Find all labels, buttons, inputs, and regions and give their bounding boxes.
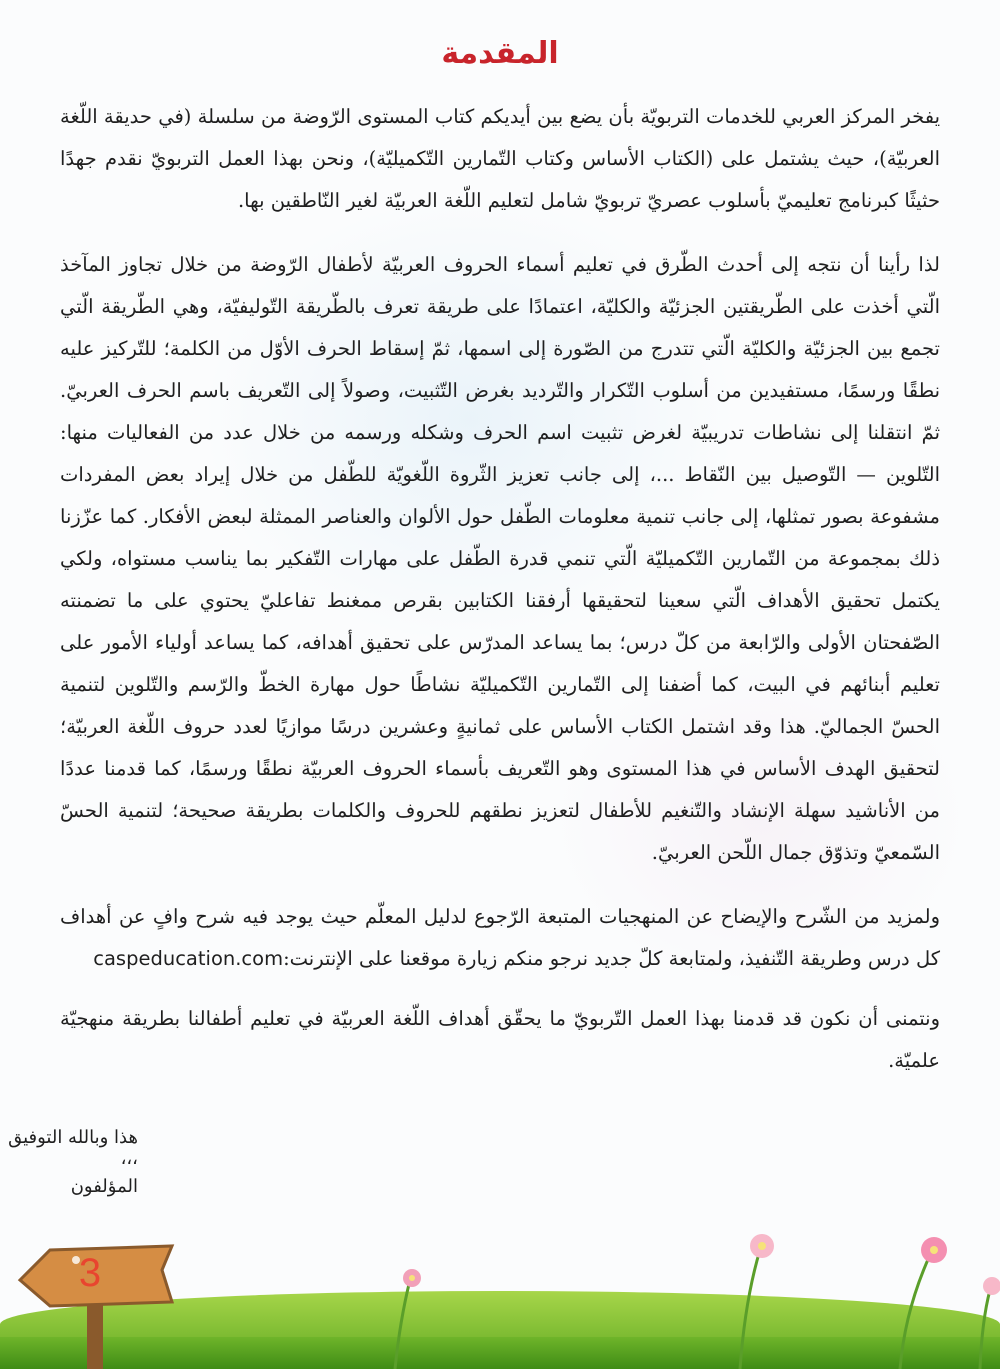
paragraph-4: ونتمنى أن نكون قد قدمنا بهذا العمل التّربويّ ما يحقّق أهداف اللّغة العربيّة في تعليم أطفالنا بطريقة منهجيّة علميّة. [60, 1007, 940, 1072]
paragraph-3-text: ولمزيد من الشّرح والإيضاح عن المنهجيات المتبعة الرّجوع لدليل المعلّم حيث يوجد فيه شرح وافٍ عن أهداف كل درس وطريقة التّنفيذ، ولمتابعة كلّ جديد نرجو منكم زيارة موقعنا على الإنترنت: [60, 905, 940, 970]
flower-icon [900, 1237, 947, 1369]
flower-icon [395, 1269, 421, 1369]
flower-icon [980, 1277, 1000, 1369]
website-link[interactable]: caspeducation.com [93, 947, 284, 970]
closing-line: هذا وبالله التوفيق ،،، [8, 1127, 138, 1169]
page-title: المقدمة [441, 36, 559, 71]
paragraph-2: لذا رأينا أن نتجه إلى أحدث الطّرق في تعليم أسماء الحروف العربيّة لأطفال الرّوضة من خلال تجاوز المآخذ الّتي أخذت على الطّريقتين الجزئيّة والكليّة، اعتمادًا على طريقة تعرف بالطّريقة التّوليفيّة، وهي الطّريقة الّتي تجمع بين الجزئيّة والكليّة الّتي تتدرج من الصّورة إلى اسمها، ثمّ إسقاط الحرف الأوّل من الكلمة؛ للتّركيز عليه نطقًا ورسمًا، مستفيدين من أسلوب التّكرار والتّرديد بغرض التّثبيت، وصولاً إلى التّعريف باسم الحرف العربيّ. ثمّ انتقلنا إلى نشاطات تدريبيّة لغرض تثبيت اسم الحرف وشكله ورسمه من خلال عدد من الفعاليات منها: التّلوين — التّوصيل بين النّقاط ...، إلى جانب تعزيز الثّروة اللّغويّة للطّفل من خلال إيراد بعض المفردات مشفوعة بصور تمثلها، إلى جانب تنمية معلومات الطّفل حول الألوان والعناصر الممثلة لبعض الأفكار. كما عزّزنا ذلك بمجموعة من التّمارين التّكميليّة الّتي تنمي قدرة الطّفل على مهارات التّفكير بما يناسب مستواه، ولكي يكتمل تحقيق الأهداف الّتي سعينا لتحقيقها أرفقنا الكتابين بقرص ممغنط تفاعليّ يحتوي على ما تضمنته الصّفحتان الأولى والرّابعة من كلّ درس؛ بما يساعد المدرّس على تحقيق أهدافه، كما يساعد أولياء الأمور على تعليم أبنائهم في البيت، كما أضفنا إلى التّمارين التّكميليّة نشاطًا حول مهارة الخطّ والرّسم والتّلوين لتنمية الحسّ الجماليّ. هذا وقد اشتمل الكتاب الأساس على ثمانيةٍ وعشرين درسًا موازيًا لعدد حروف اللّغة العربيّة؛ لتحقيق الهدف الأساس في هذا المستوى وهو التّعريف بأسماء الحروف العربيّة نطقًا ورسمًا، كما قدمنا عددًا من الأناشيد سهلة الإنشاد والتّنغيم للأطفال لتعزيز نطقهم للحروف والكلمات بطريقة صحيحة؛ لتنمية الحسّ السّمعيّ وتذوّق جمال اللّحن العربيّ. [60, 253, 940, 864]
page-number: 3 [78, 1251, 102, 1295]
paragraph-3 [60, 896, 940, 980]
flower-icon [740, 1234, 774, 1369]
introduction-body [60, 96, 940, 1082]
paragraph-1: يفخر المركز العربي للخدمات التربويّة بأن يضع بين أيديكم كتاب المستوى الرّوضة من سلسلة (في حديقة اللّغة العربيّة)، حيث يشتمل على (الكتاب الأساس وكتاب التّمارين التّكميليّة)، ونحن بهذا العمل التربويّ نقدم جهدًا حثيثًا كبرنامج تعليميّ بأسلوب عصريّ تربويّ شامل لتعليم اللّغة العربيّة لغير النّاطقين بها. [60, 105, 940, 212]
authors-signature: المؤلفون [70, 1176, 138, 1197]
